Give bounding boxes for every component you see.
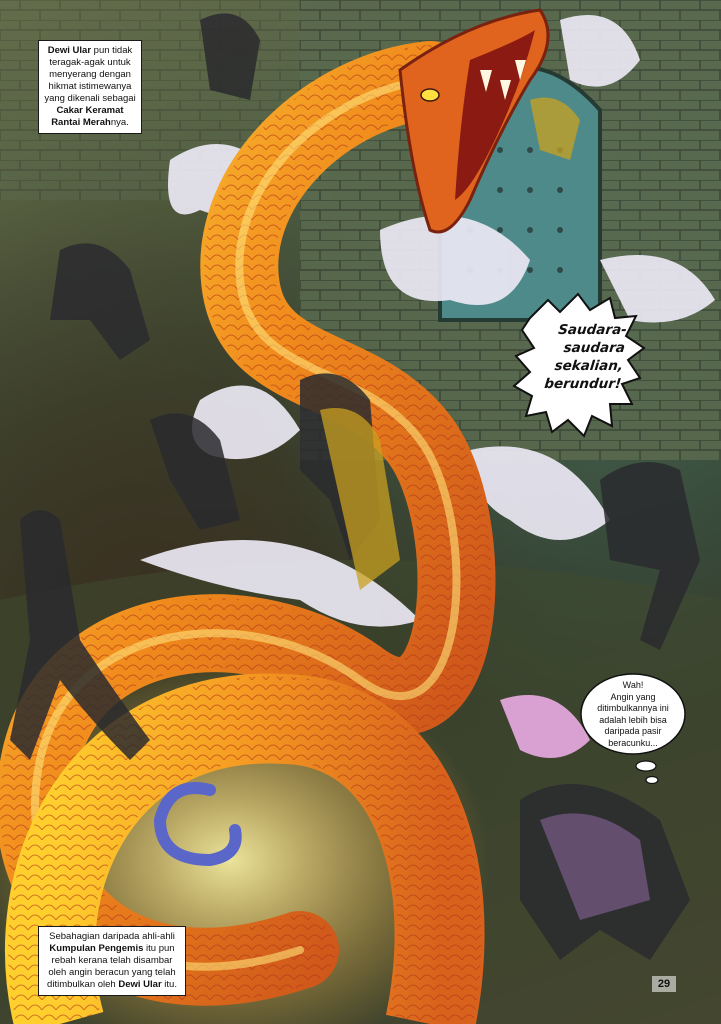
shout-text	[532, 321, 628, 393]
caption-text-run: Sebahagian daripada ahli-ahli	[49, 931, 175, 942]
caption-text-run: Dewi Ular	[118, 979, 162, 990]
shout-line: saudara	[562, 340, 626, 356]
speech-line: Angin yang	[610, 691, 656, 702]
narration-caption-bottom	[38, 926, 186, 996]
speech-line: daripada pasir	[604, 726, 662, 736]
caption-text-run: itu.	[161, 979, 177, 990]
shout-line: berundur!	[543, 376, 623, 392]
caption-text-run: Dewi Ular	[47, 45, 92, 56]
caption-text-run: Cakar Keramat Rantai Merah	[51, 105, 124, 128]
shout-line: Saudara-	[557, 322, 628, 338]
page-number: 29	[652, 976, 676, 992]
speech-line: Wah!	[622, 680, 644, 690]
caption-text-run: nya.	[110, 117, 129, 128]
caption-text-run: pun tidak teragak-agak untuk menyerang dengan hikmat istimewanya yang dikenali sebagai	[44, 45, 136, 104]
speech-line: beracunku...	[608, 737, 658, 748]
speech-line: adalah lebih bisa	[599, 714, 667, 725]
narration-caption-top	[38, 40, 142, 134]
shout-line: sekalian,	[553, 358, 624, 374]
caption-text-run: Kumpulan Pengemis	[49, 943, 144, 954]
speech-text	[586, 680, 680, 749]
speech-line: ditimbulkannya ini	[597, 703, 669, 713]
caption-text-run: itu pun rebah kerana telah disambar oleh angin beracun yang telah ditimbulkan oleh	[47, 943, 176, 990]
